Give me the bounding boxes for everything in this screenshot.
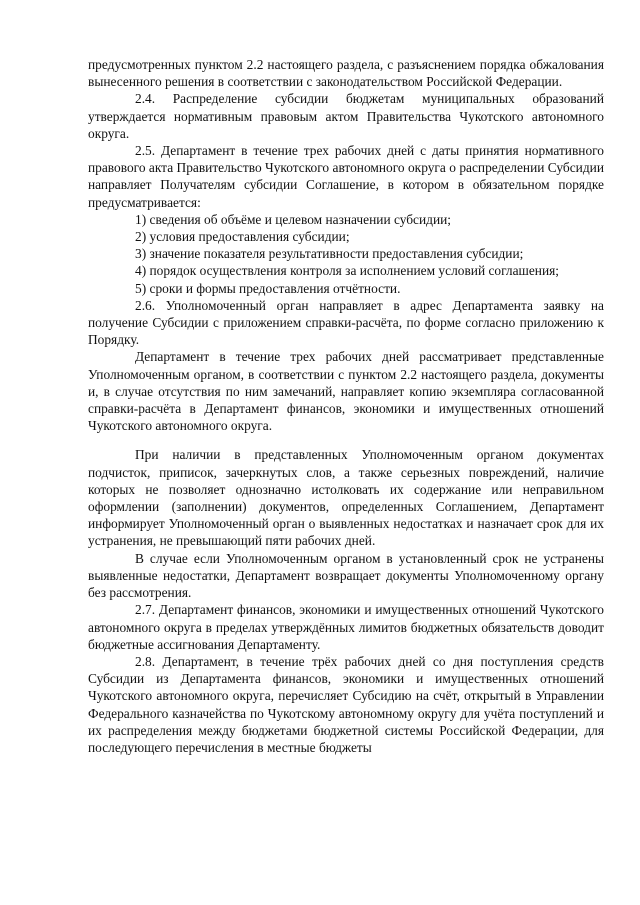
paragraph-2-8: 2.8. Департамент, в течение трёх рабочих дней со дня поступления средств Субсидии из Департамента финансов, экономики и имущественных отношений Чукотского автономного округа, перечисляет Субсидию на счёт, открытый в Управлении Федерального казначейства по Чукотскому автономному округу для учёта поступлений и их распределения между бюджетами бюджетной системы Российской Федерации, для последующего перечисления в местные бюджеты (88, 653, 604, 755)
list-item-5: 5) сроки и формы предоставления отчётности. (135, 280, 401, 296)
paragraph-2-4: 2.4. Распределение субсидии бюджетам муниципальных образований утверждается нормативным правовым актом Правительства Чукотского автономного округа. (88, 91, 604, 141)
paragraph-2-6: 2.6. Уполномоченный орган направляет в адрес Департамента заявку на получение Субсидии с приложением справки-расчёта, по форме согласно приложению к Порядку. (88, 297, 604, 348)
paragraph-return-documents: В случае если Уполномоченным органом в установленный срок не устранены выявленные недостатки, Департамент возвращает документы Уполномоченному органу без рассмотрения. (88, 550, 604, 601)
paragraph-2-7: 2.7. Департамент финансов, экономики и имущественных отношений Чукотского автономного округа в пределах утверждённых лимитов бюджетных обязательств доводит бюджетные ассигнования Департаменту. (88, 602, 604, 652)
paragraph-document-defects: При наличии в представленных Уполномоченным органом документах подчисток, приписок, зачеркнутых слов, а также серьезных повреждений, наличие которых не позволяет однозначно истолковать их содержание или неправильном оформлении (заполнении) документов, определенных Соглашением, Департамент информирует Уполномоченный орган о выявленных недостатках и назначает срок для их устранения, не превышающий пяти рабочих дней. (88, 447, 604, 549)
list-item-3: 3) значение показателя результативности предоставления субсидии; (135, 246, 524, 262)
list-item-2: 2) условия предоставления субсидии; (135, 229, 350, 245)
document-page (88, 56, 604, 756)
paragraph-2-5: 2.5. Департамент в течение трех рабочих дней с даты принятия нормативного правового акта Правительство Чукотского автономного округа о распределении Субсидии направляет Получателям субсидии Соглашение, в котором в обязательном порядке предусматривается: (88, 143, 604, 210)
paragraph-department-review: Департамент в течение трех рабочих дней рассматривает представленные Уполномоченным органом, в соответствии с пунктом 2.2 настоящего раздела, документы и, в случае отсутствия по ним замечаний, направляет копию экземпляра согласованной справки-расчёта в Департамент финансов, экономики и имущественных отношений Чукотского автономного округа. (88, 349, 604, 434)
list-item-1: 1) сведения об объёме и целевом назначении субсидии; (135, 211, 452, 227)
list-item-4: 4) порядок осуществления контроля за исполнением условий соглашения; (135, 263, 559, 279)
paragraph-continuation: предусмотренных пунктом 2.2 настоящего раздела, с разъяснением порядка обжалования вынесенного решения в соответствии с законодательством Российской Федерации. (88, 57, 604, 90)
